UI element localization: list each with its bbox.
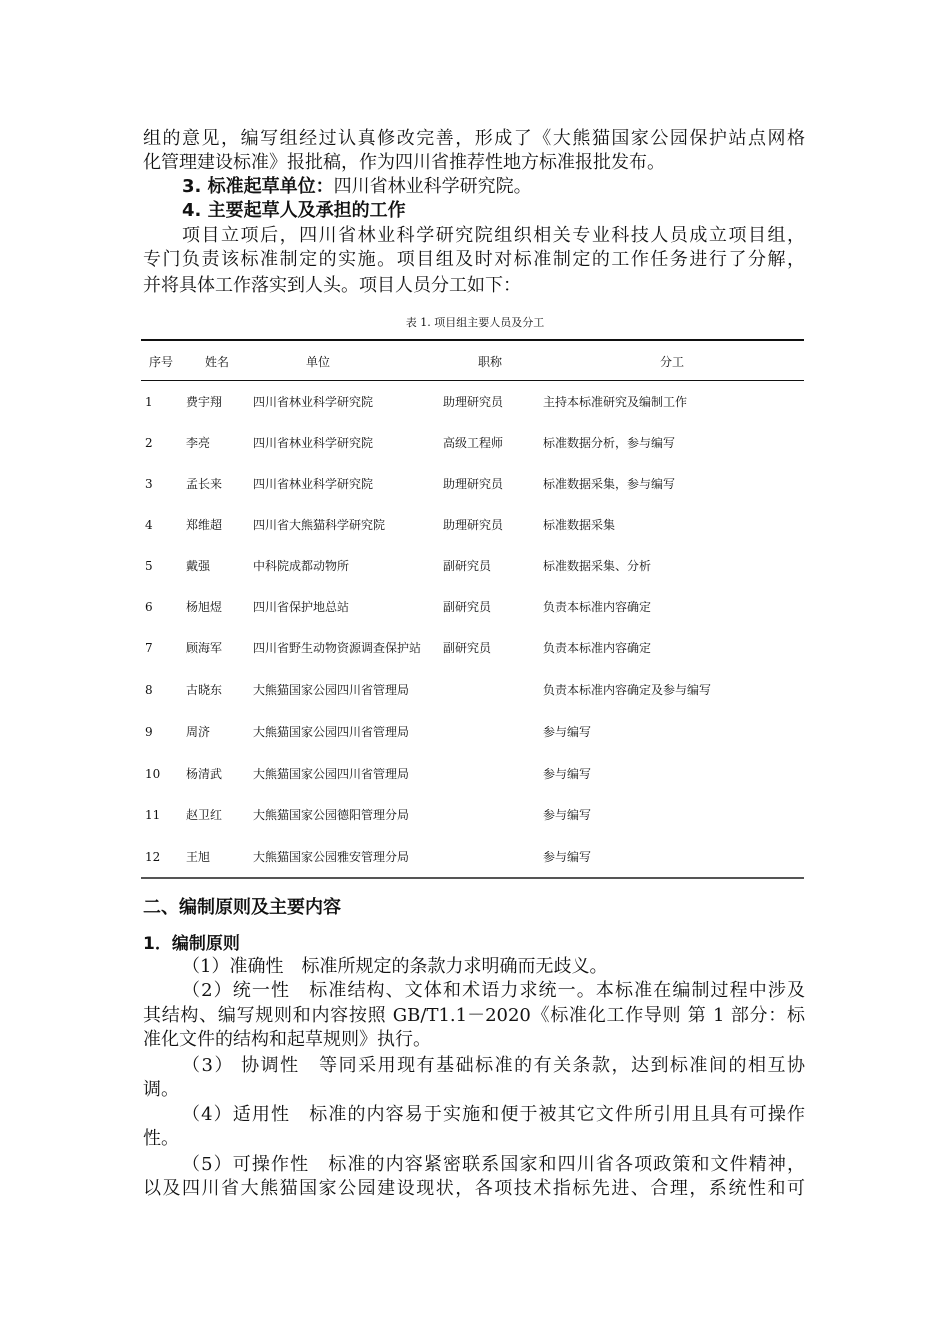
table-cell: 标准数据分析，参与编写 bbox=[543, 436, 676, 450]
table-cell: 副研究员 bbox=[443, 559, 492, 573]
body-text-line: 项目立项后，四川省林业科学研究院组织相关专业科技人员成立项目组， bbox=[182, 225, 805, 246]
table-cell: 杨旭煜 bbox=[186, 600, 223, 614]
table-cell: 四川省野生动物资源调查保护站 bbox=[253, 641, 422, 655]
table-cell: 四川省保护地总站 bbox=[253, 600, 350, 614]
table-cell: 中科院成都动物所 bbox=[253, 559, 350, 573]
table-top-rule bbox=[141, 339, 804, 341]
body-text-line: 并将具体工作落实到人头。项目人员分工如下： bbox=[143, 275, 521, 296]
table-caption: 表 1. 项目组主要人员及分工 bbox=[405, 316, 545, 329]
table-cell: 王旭 bbox=[186, 850, 211, 865]
body-text-line: 以及四川省大熊猫国家公园建设现状，各项技术指标先进、合理，系统性和可 bbox=[143, 1178, 805, 1199]
table-cell: 12 bbox=[145, 850, 161, 865]
item-3 bbox=[182, 175, 805, 199]
table-cell: 四川省林业科学研究院 bbox=[253, 477, 374, 491]
table-header-cell: 分工 bbox=[660, 355, 685, 369]
table-cell: 负责本标准内容确定及参与编写 bbox=[543, 683, 712, 697]
body-text-line: 专门负责该标准制定的实施。项目组及时对标准制定的工作任务进行了分解， bbox=[143, 249, 805, 270]
table-cell: 副研究员 bbox=[443, 641, 492, 655]
table-cell: 高级工程师 bbox=[443, 436, 504, 450]
table-cell: 3 bbox=[145, 477, 153, 491]
table-cell: 主持本标准研究及编制工作 bbox=[543, 395, 688, 409]
body-text-line: （2）统一性 标准结构、文体和术语力求统一。本标准在编制过程中涉及 bbox=[182, 980, 805, 1001]
table-cell: 助理研究员 bbox=[443, 518, 504, 532]
table-header-cell: 序号 bbox=[149, 355, 174, 369]
body-text-line: 性。 bbox=[143, 1128, 179, 1149]
table-cell: 四川省林业科学研究院 bbox=[253, 436, 374, 450]
table-cell: 参与编写 bbox=[543, 766, 592, 781]
body-text-line: 化管理建设标准》报批稿，作为四川省推荐性地方标准报批发布。 bbox=[143, 152, 665, 173]
table-cell: 助理研究员 bbox=[443, 477, 504, 491]
table-cell: 2 bbox=[145, 436, 153, 450]
table-cell: 周济 bbox=[186, 724, 211, 739]
table-header-cell: 职称 bbox=[478, 355, 503, 369]
table-cell: 10 bbox=[145, 766, 161, 781]
section-heading: 二、编制原则及主要内容 bbox=[143, 897, 341, 918]
table-cell: 李亮 bbox=[186, 436, 211, 450]
table-cell: 孟长来 bbox=[186, 477, 223, 491]
body-text-line: （4）适用性 标准的内容易于实施和便于被其它文件所引用且具有可操作 bbox=[182, 1104, 805, 1125]
table-cell: 11 bbox=[145, 808, 161, 823]
body-text-line: （3） 协调性 等同采用现有基础标准的有关条款，达到标准间的相互协 bbox=[182, 1055, 805, 1076]
item-3-value: 四川省林业科学研究院。 bbox=[333, 176, 532, 197]
table-cell: 大熊猫国家公园雅安管理分局 bbox=[253, 850, 410, 865]
table-cell: 参与编写 bbox=[543, 724, 592, 739]
table-cell: 副研究员 bbox=[443, 600, 492, 614]
item-4-heading: 4. 主要起草人及承担的工作 bbox=[182, 200, 406, 221]
table-cell: 郑维超 bbox=[186, 518, 223, 532]
body-text-line: （5）可操作性 标准的内容紧密联系国家和四川省各项政策和文件精神， bbox=[182, 1154, 805, 1175]
table-cell: 参与编写 bbox=[543, 808, 592, 823]
table-cell: 四川省大熊猫科学研究院 bbox=[253, 518, 386, 532]
body-text-line: 准化文件的结构和起草规则》执行。 bbox=[143, 1029, 431, 1050]
table-cell: 杨清武 bbox=[186, 766, 223, 781]
table-cell: 4 bbox=[145, 518, 153, 532]
body-text-line: （1）准确性 标准所规定的条款力求明确而无歧义。 bbox=[182, 956, 608, 977]
subsection-heading: 1．编制原则 bbox=[143, 934, 240, 954]
table-cell: 8 bbox=[145, 683, 153, 697]
table-cell: 6 bbox=[145, 600, 153, 614]
table-cell: 赵卫红 bbox=[186, 808, 223, 823]
table-header-cell: 单位 bbox=[306, 355, 331, 369]
body-text-line: 组的意见，编写组经过认真修改完善，形成了《大熊猫国家公园保护站点网格 bbox=[143, 128, 805, 149]
body-text-line: 调。 bbox=[143, 1079, 179, 1100]
table-cell: 5 bbox=[145, 559, 153, 573]
table-cell: 参与编写 bbox=[543, 850, 592, 865]
table-cell: 大熊猫国家公园四川省管理局 bbox=[253, 766, 410, 781]
item-3-label: 3. 标准起草单位： bbox=[182, 176, 334, 197]
table-cell: 9 bbox=[145, 724, 153, 739]
table-cell: 助理研究员 bbox=[443, 395, 504, 409]
table-header-cell: 姓名 bbox=[205, 355, 230, 369]
table-cell: 大熊猫国家公园德阳管理分局 bbox=[253, 808, 410, 823]
table-cell: 戴强 bbox=[186, 559, 211, 573]
table-cell: 古晓东 bbox=[186, 683, 223, 697]
table-cell: 标准数据采集、分析 bbox=[543, 559, 652, 573]
body-text-line: 其结构、编写规则和内容按照 GB/T1.1－2020《标准化工作导则 第 1 部分：标 bbox=[143, 1005, 805, 1026]
table-cell: 7 bbox=[145, 641, 153, 655]
table-header-rule bbox=[141, 380, 804, 381]
table-bottom-rule bbox=[141, 877, 804, 879]
table-cell: 负责本标准内容确定 bbox=[543, 641, 652, 655]
table-cell: 大熊猫国家公园四川省管理局 bbox=[253, 724, 410, 739]
table-cell: 大熊猫国家公园四川省管理局 bbox=[253, 683, 410, 697]
table-cell: 标准数据采集，参与编写 bbox=[543, 477, 676, 491]
table-cell: 1 bbox=[145, 395, 153, 409]
table-cell: 负责本标准内容确定 bbox=[543, 600, 652, 614]
table-cell: 四川省林业科学研究院 bbox=[253, 395, 374, 409]
table-cell: 顾海军 bbox=[186, 641, 223, 655]
table-cell: 费宇翔 bbox=[186, 395, 223, 409]
table-cell: 标准数据采集 bbox=[543, 518, 616, 532]
